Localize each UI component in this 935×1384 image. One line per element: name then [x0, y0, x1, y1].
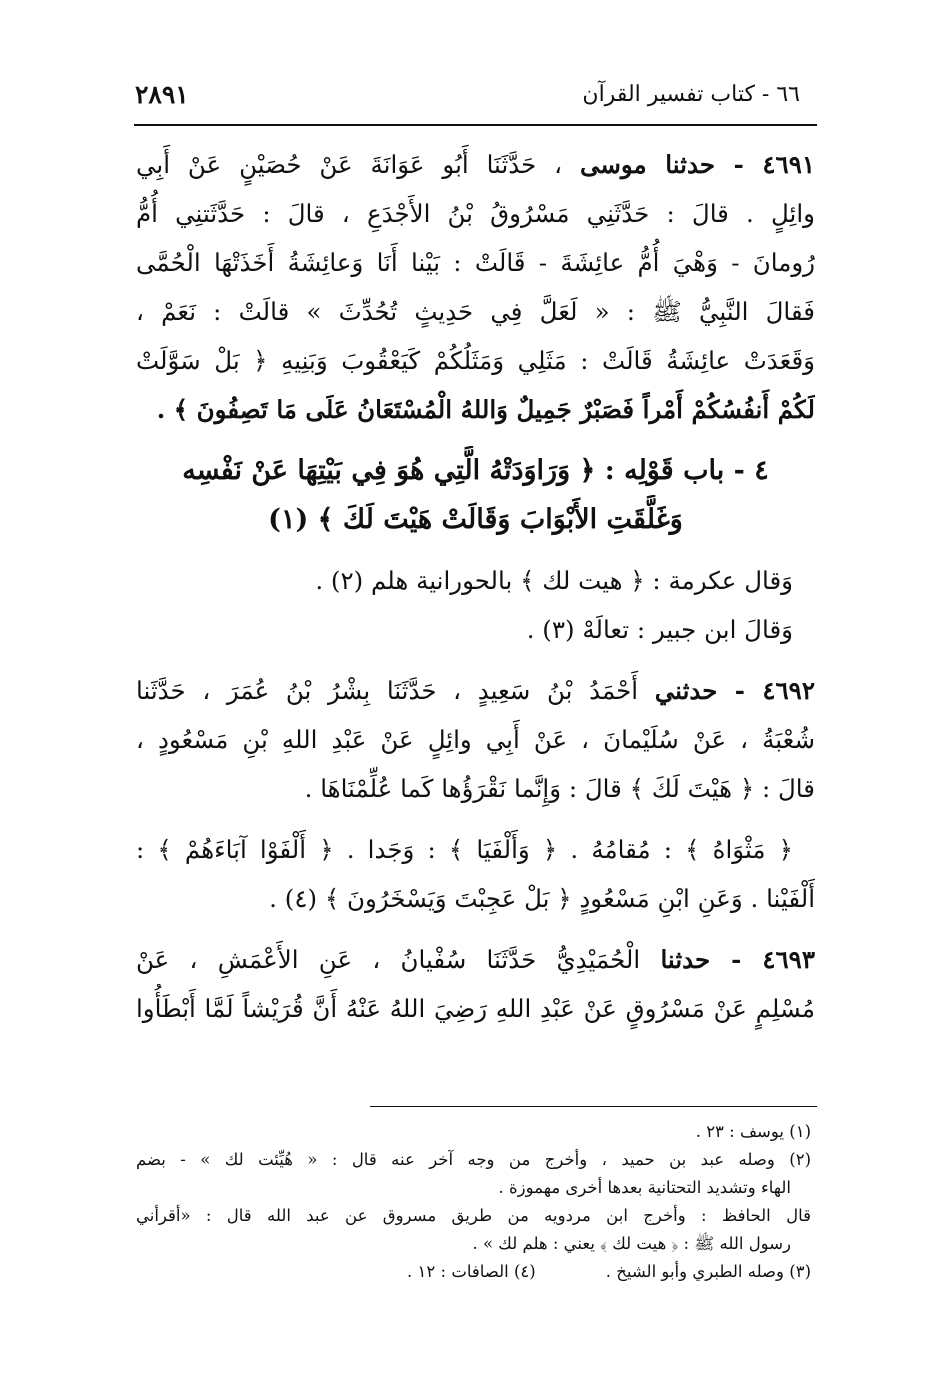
line-text: مُسْلِمٍ عَنْ مَسْرُوقٍ عَنْ عَبْدِ اللهِ رَضِيَ اللهُ عَنْهُ أَنَّ قُرَيْشاً لَمَّا أَبْطَأُوا: [136, 994, 815, 1023]
text-line: [136, 874, 815, 923]
line-text: وائِلٍ . قالَ : حَدَّثَنِي مَسْرُوقُ بْنُ الأَجْدَعِ ، قالَ : حَدَّثَتنِي أُمُّ: [136, 199, 815, 228]
text-line: [136, 385, 815, 434]
text-line: [136, 140, 815, 189]
text-line: [136, 984, 815, 1033]
line-text: ، حَدَّثَنَا أَبُو عَوَانَةَ عَنْ حُصَيْنٍ عَنْ أَبِي: [136, 150, 580, 179]
footnote-3-4: [136, 1258, 811, 1286]
footnote-rule: [370, 1106, 817, 1107]
text-line: [136, 336, 815, 385]
line-text: فَقالَ النَّبِيُّ ﷺ : « لَعَلَّ فِي حَدِيثٍ تُحُدِّثَ » قالَتْ : نَعَمْ ،: [136, 297, 815, 326]
line-text: وَقَعَدَتْ عائِشَةُ قَالَتْ : مَثَلِي وَمَثَلُكُمْ كَيَعْقُوبَ وَبَنِيهِ ﴿ بَلْ سَوَّلَتْ: [136, 346, 815, 375]
line-text: قالَ : ﴿ هَيْتَ لَكَ ﴾ قالَ : وَإِنَّما نَقْرَؤُها كَما عُلِّمْنَاهَا .: [304, 774, 815, 803]
line-text: شُعْبَةُ ، عَنْ سُلَيْمانَ ، عَنْ أَبِي وائِلٍ عَنْ عَبْدِ اللهِ بْنِ مَسْعُودٍ ،: [136, 725, 815, 754]
footnote-2: (٢) وصله عبد بن حميد ، وأخرج من وجه آخر عنه قال : « هُيِّئت لك » - بضم: [136, 1150, 811, 1169]
text-line: [136, 238, 815, 287]
text-line: [136, 287, 815, 336]
jubayr-note: [136, 605, 815, 654]
footnote-2-cont: الهاء وتشديد التحتانية بعدها أخرى مهموزة .: [498, 1178, 791, 1197]
text-line: [136, 935, 815, 984]
text-line: [136, 764, 815, 813]
chapter-heading-cont: وَغَلَّقَتِ الأَبْوَابَ وَقَالَتْ هَيْتَ لَكَ ﴾ (١): [268, 504, 683, 535]
page-number: ٢٨٩١: [135, 80, 189, 109]
footnote-2-hafiz-cont: رسول الله ﷺ : ﴿ هيت لك ﴾ يعني : هلم لك » .: [472, 1234, 791, 1253]
text-line: [136, 715, 815, 764]
quran-verse: لَكُمْ أَنفُسُكُمْ أَمْراً فَصَبْرٌ جَمِيلٌ وَاللهُ الْمُسْتَعَانُ عَلَى مَا تَصِفُونَ ﴾ .: [156, 395, 815, 424]
chapter-title: ٦٦ - كتاب تفسير القرآن: [582, 82, 800, 107]
line-text: الْحُمَيْدِيُّ حَدَّثَنَا سُفْيانُ ، عَنِ الأَعْمَشِ ، عَنْ: [136, 945, 661, 974]
hadith-number: ٤٦٩١ - حدثنا موسى: [579, 150, 815, 179]
footnote-3: (٣) وصله الطبري وأبو الشيخ .: [605, 1262, 811, 1281]
ikrima-note: [136, 556, 815, 605]
line-text: وَقالَ ابن جبير : تعالَهْ (٣) .: [526, 615, 793, 644]
hadith-number: ٤٦٩٢ - حدثني: [654, 676, 815, 705]
header-rule: [134, 124, 817, 126]
hadith-number: ٤٦٩٣ - حدثنا: [660, 945, 815, 974]
text-line: [136, 666, 815, 715]
line-text: أَلْفَيْنا . وَعَنِ ابْنِ مَسْعُودٍ ﴿ بَلْ عَجِبْتَ وَيَسْخَرُونَ ﴾ (٤) .: [269, 884, 815, 913]
footnote-4: (٤) الصافات : ١٢ .: [407, 1262, 536, 1281]
line-text: أَحْمَدُ بْنُ سَعِيدٍ ، حَدَّثَنَا بِشْرُ بْنُ عُمَرَ ، حَدَّثَنا: [136, 676, 655, 705]
page-header: [135, 82, 800, 118]
chapter-heading: ٤ - باب قَوْلِه : ﴿ وَرَاوَدَتْهُ الَّتِي هُوَ فِي بَيْتِهَا عَنْ نَفْسِه: [182, 455, 769, 486]
line-text: رُومانَ - وَهْيَ أُمُّ عائِشَةَ - قَالَتْ : بَيْنا أَنَا وَعائِشَةُ أَخَذَتْهَا الْحُمَّى: [136, 248, 815, 277]
main-text: [136, 140, 815, 1033]
footnote-2-hafiz: قال الحافظ : وأخرج ابن مردويه من طريق مسروق عن عبد الله قال : «أقرأني: [136, 1206, 811, 1225]
line-text: وَقال عكرمة : ﴿ هيت لك ﴾ بالحورانية هلم (٢) .: [315, 566, 793, 595]
footnotes: [136, 1118, 811, 1286]
text-line: [136, 825, 815, 874]
text-line: [136, 189, 815, 238]
footnote-1: (١) يوسف : ٢٣ .: [695, 1122, 811, 1141]
line-text: ﴿ مَثْوَاهُ ﴾ : مُقامُهُ . ﴿ وَأَلْفَيَا ﴾ : وَجَدا . ﴿ أَلْفَوْا آبَاءَهُمْ ﴾ :: [136, 835, 793, 864]
